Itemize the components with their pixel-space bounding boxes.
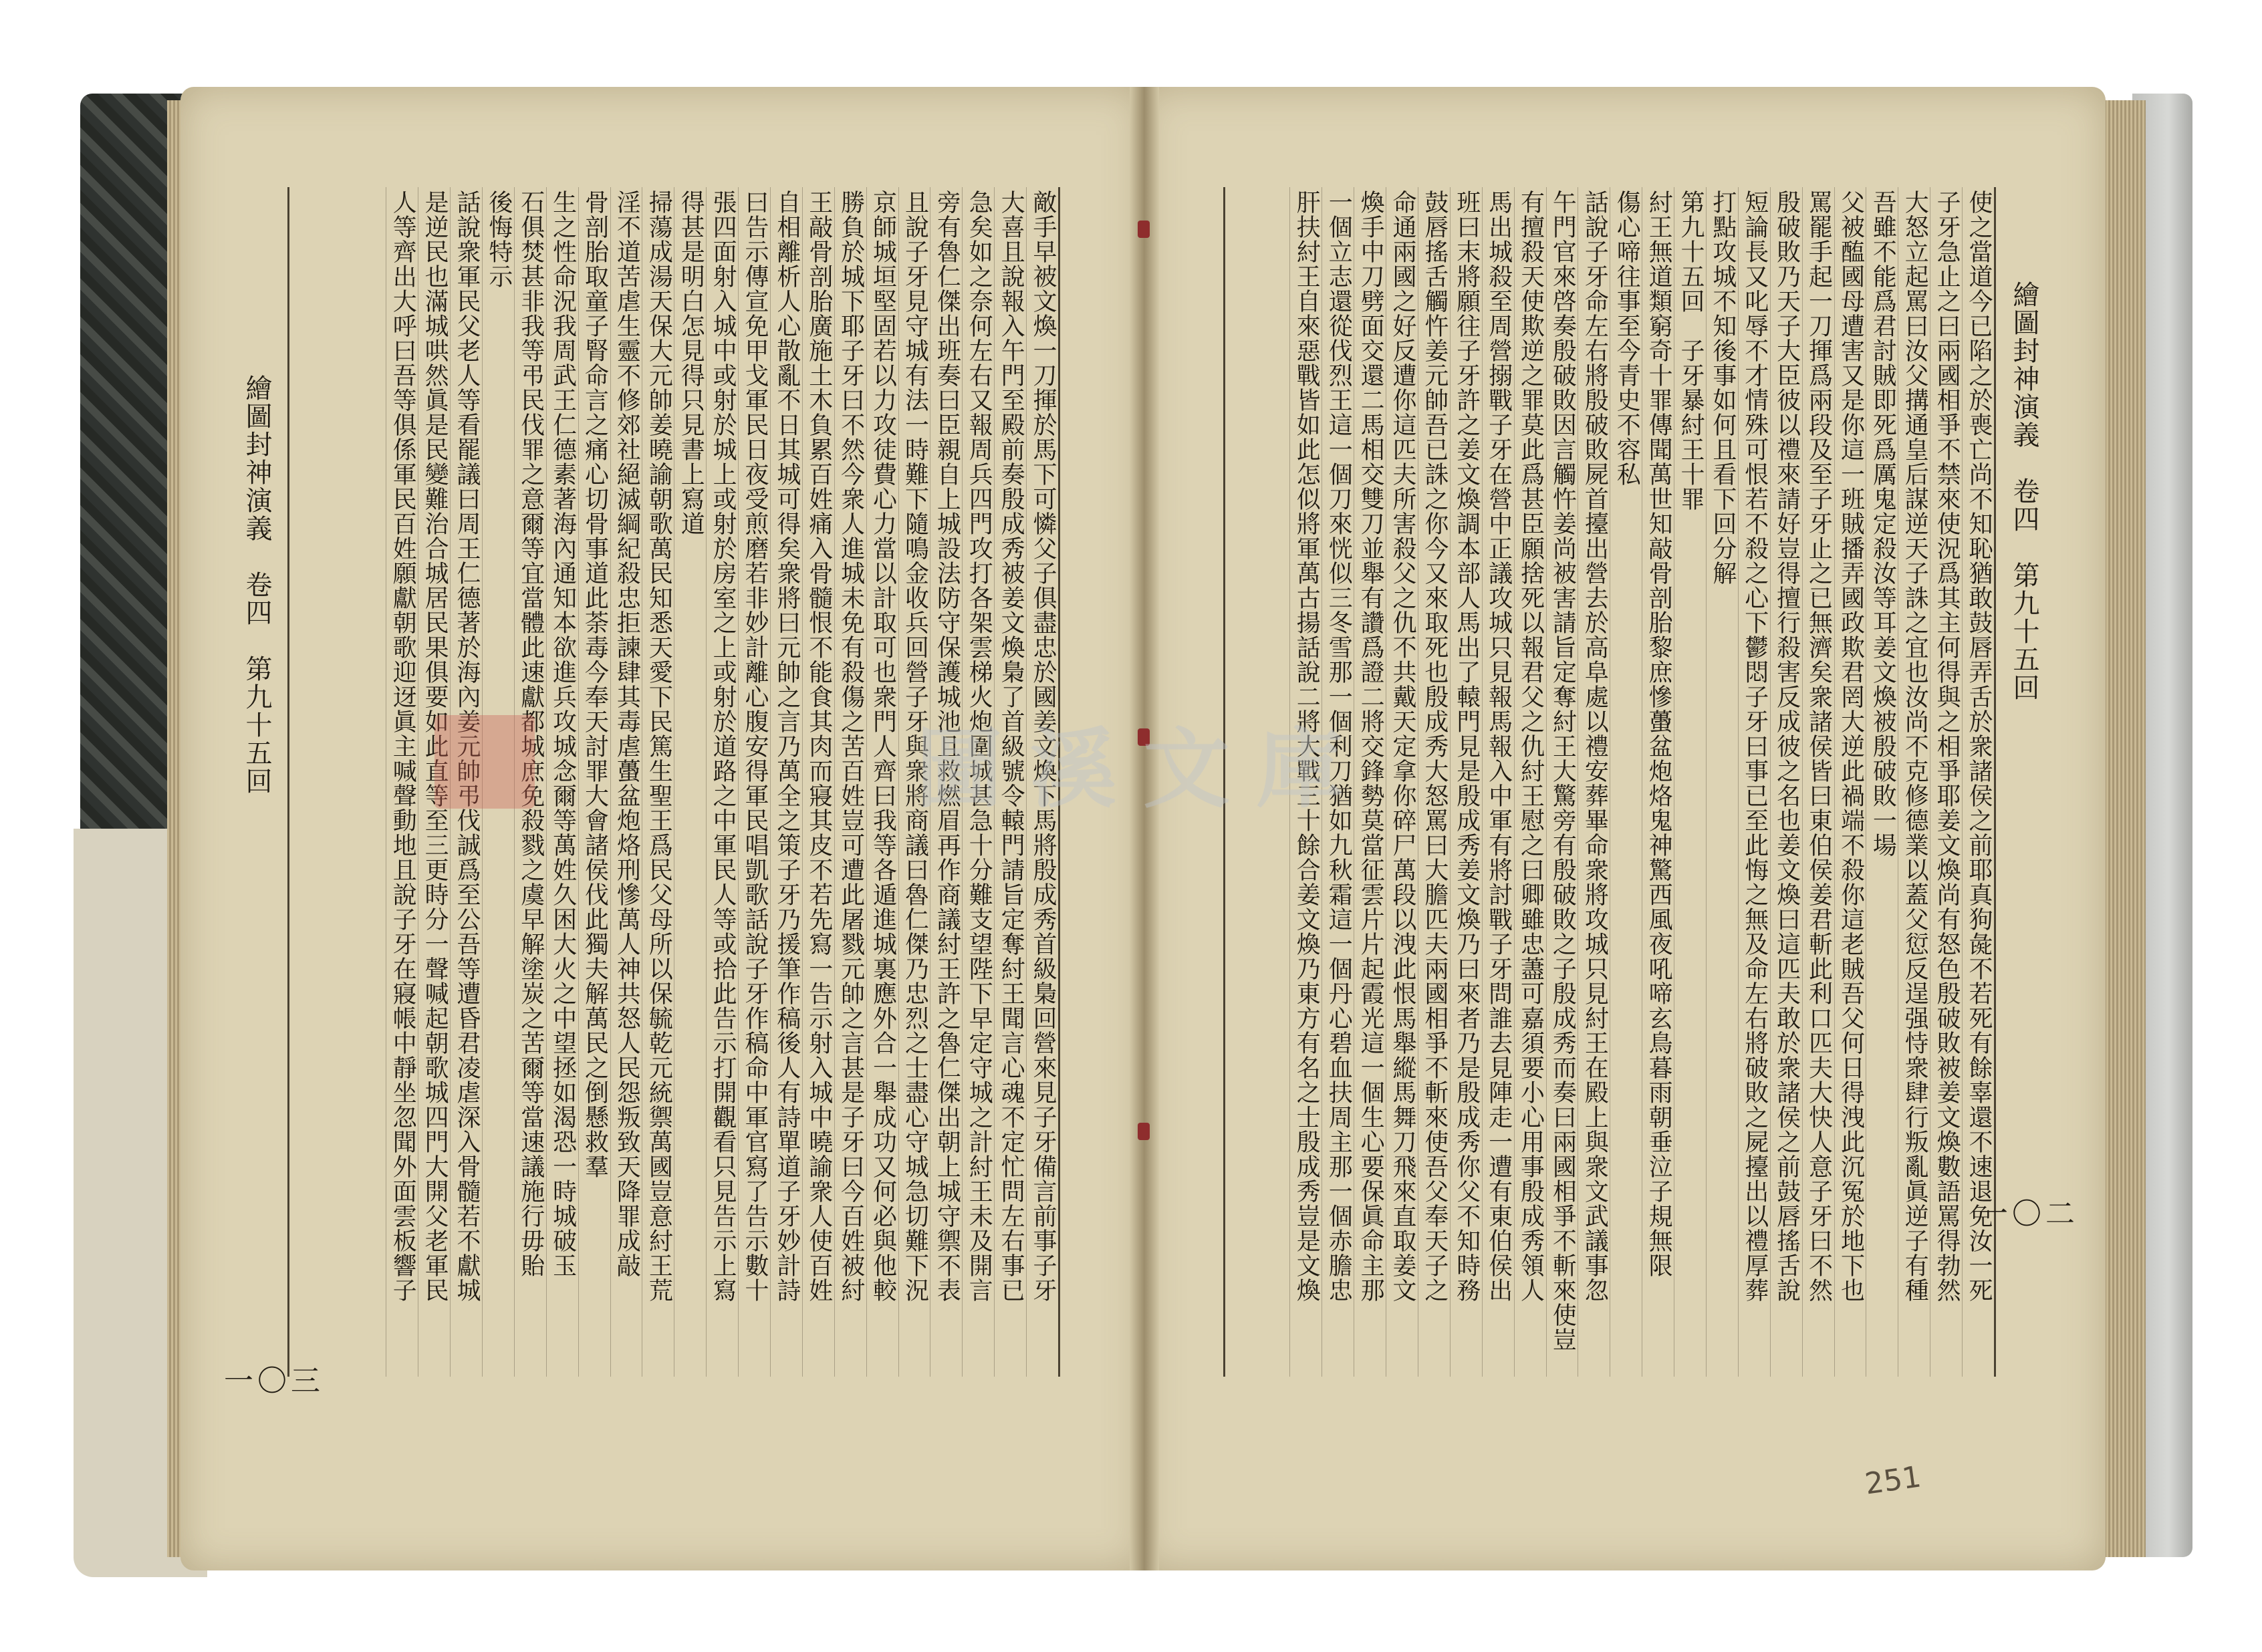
text-column: 人等齊出大呼曰吾等俱係軍民百姓願獻朝歌迎迓眞主喊聲動地且說子牙在寢帳中靜坐忽聞外面雲板響子 [386, 187, 418, 1377]
text-column: 一個立志還從伐烈王這一個刀來恍似三冬雪那一個利刀猶如九秋霜這一個丹心碧血扶周主那一個赤膽忠 [1322, 187, 1354, 1377]
text-column: 張四面射入城中或射於城上或射於房室之上或射於道路之中軍民人等或拾此告示打開觀看只見告示上寫 [706, 187, 738, 1377]
text-column: 話說子牙命左右將殷破敗屍首擡出營去於高阜處以禮安葬畢命衆將攻城只見紂王在殿上與衆文武議事忽 [1578, 187, 1610, 1377]
text-column: 石俱焚甚非我等弔民伐罪之意爾等宜當體此速獻都城庶免殺戮之虞早解塗炭之苦爾等當速議施行毋貽 [514, 187, 546, 1377]
text-column: 且說子牙見守城有法一時難下隨鳴金收兵回營子牙與衆將商議曰魯仁傑乃忠烈之士盡心守城急切難下況 [898, 187, 930, 1377]
text-column: 父被醢國母遭害又是你這一班賊播弄國政欺君罔大逆此禍端不殺你這老賊吾父何日得洩此沉冤於地下也 [1834, 187, 1866, 1377]
text-column: 旁有魯仁傑出班奏曰臣親自上城設法防守保護城池且救燃眉再作商議紂王許之魯仁傑出朝上城守禦不表 [930, 187, 962, 1377]
text-column: 骨剖胎取童子腎命言之痛心切骨事道此荼毒今奉天討罪大會諸侯伐此獨夫解萬民之倒懸救羣 [578, 187, 610, 1377]
text-column: 第九十五回 子牙暴紂王十罪 [1674, 187, 1706, 1377]
binding-stitch [1138, 221, 1150, 238]
text-column: 曰告示傳宣免甲戈軍民日夜受煎磨若非妙計離心腹安得軍民唱凱歌話說子牙作稿命中軍官寫了告示數十 [738, 187, 770, 1377]
text-column: 傷心啼往事至今青史不容私 [1610, 187, 1642, 1377]
text-column: 掃蕩成湯天保大元帥姜曉諭朝歌萬民知悉天愛下民篤生聖王爲民父母所以保毓乾元統禦萬國豈意紂王荒 [642, 187, 674, 1377]
text-column: 勝負於城下耶子牙曰不然今衆人進城未免有殺傷之苦百姓豈可遭此屠戮元帥之言甚是子牙曰今百姓被紂 [834, 187, 866, 1377]
text-column: 短論長又叱辱不才情殊可恨若不殺之心下鬱悶子牙曰事已至此悔之無及命左右將破敗之屍擡出以禮厚葬 [1738, 187, 1770, 1377]
pencil-page-note: 251 [1862, 1460, 1924, 1502]
page-number-left: 一〇三 [224, 1364, 324, 1398]
text-column: 煥手中刀劈面交還二馬相交雙刀並舉有讚爲證二將交鋒勢莫當征雲片片起霞光這一個生心要保眞命主那 [1354, 187, 1386, 1377]
text-column: 打點攻城不知後事如何且看下回分解 [1706, 187, 1738, 1377]
page-number-right: 一〇二 [1979, 1197, 2079, 1231]
text-column: 使之當道今已陷之於喪亡尚不知恥猶敢鼓唇弄舌於衆諸侯之前耶真狗彘不若死有餘辜還不速退免汝一死 [1962, 187, 1994, 1377]
running-head-right: 繪圖封神演義 卷四 第九十五回 [2009, 281, 2039, 702]
text-column: 子牙急止之曰兩國相爭不禁來使況爲其主何得與之相爭耶姜文煥尚有怒色殷破敗被姜文煥數語罵得勃然 [1930, 187, 1962, 1377]
text-column: 王敲骨剖胎廣施土木負累百姓痛入骨髓恨不能食其肉而寢其皮不若先寫一告示射入城中曉諭衆人使百姓 [802, 187, 834, 1377]
text-column: 馬出城殺至周營搦戰子牙在營中正議攻城只見報馬報入中軍有將討戰子牙問誰去見陣走一遭有東伯侯出 [1482, 187, 1514, 1377]
text-column: 急矣如之奈何左右又報周兵四門攻打各架雲梯火炮圍城甚急十分難支望陛下早定守城之計紂王未及開言 [962, 187, 994, 1377]
text-column: 班曰末將願往子牙許之姜文煥調本部人馬出了轅門見是殷成秀姜文煥乃曰來者乃是殷成秀你父不知時務 [1450, 187, 1482, 1377]
text-column: 生之性命況我周武王仁德素著海內通知本欲進兵攻城念爾等萬姓久困大火之中望拯如渴恐一時城破玉 [546, 187, 578, 1377]
text-column: 敵手早被文煥一刀揮於馬下可憐父子俱盡忠於國姜文煥下馬將殷成秀首級梟回營來見子牙備言前事子牙 [1026, 187, 1058, 1377]
text-column: 紂王無道類窮奇十罪傳聞萬世知敲骨剖胎黎庶慘蠆盆炮烙鬼神驚西風夜吼啼玄鳥暮雨朝垂泣子規無限 [1642, 187, 1674, 1377]
text-column: 京師城垣堅固若以力攻徒費心力當以計取可也衆門人齊曰我等各遁進城裏應外合一舉成功又何必與他較 [866, 187, 898, 1377]
running-head-left: 繪圖封神演義 卷四 第九十五回 [241, 374, 272, 795]
text-column: 有擅殺天使欺逆之罪莫此爲甚臣願捨死以報君父之仇紂王慰之曰卿雖忠藎可嘉須要小心用事殷成秀領人 [1514, 187, 1546, 1377]
text-column: 罵罷手起一刀揮爲兩段及至子牙止之已無濟矣衆諸侯皆曰東伯侯姜君斬此利口匹夫大快人意子牙曰不然 [1802, 187, 1834, 1377]
watermark-text: 圖溪文庫 [915, 718, 1370, 820]
text-column: 肝扶紂王自來惡戰皆如此怎似將軍萬古揚話說二將大戰三十餘合姜文煥乃東方有名之士殷成秀豈是文煥 [1289, 187, 1322, 1377]
text-column: 話說衆軍民父老人等看罷議曰周王仁德著於海內姜元帥弔伐誠爲至公吾等遭昏君凌虐深入骨髓若不獻城 [450, 187, 482, 1377]
text-column: 鼓唇搖舌觸忤姜元帥吾已誅之你今又來取死也殷成秀大怒罵曰大膽匹夫兩國相爭不斬來使吾父奉天子之 [1418, 187, 1450, 1377]
text-column: 吾雖不能爲君討賊即死爲厲鬼定殺汝等耳姜文煥被殷破敗一場 [1866, 187, 1898, 1377]
text-column: 是逆民也滿城哄然眞是民變難治合城居民果俱要如此直等至三更時分一聲喊起朝歌城四門大開父老軍民 [418, 187, 450, 1377]
text-column: 自相離析人心散亂不日其城可得矣衆將曰元帥之言乃萬全之策子牙乃援筆作稿後人有詩單道子牙妙計詩 [770, 187, 802, 1377]
text-column: 大喜且說報入午門至殿前奏殷成秀被姜文煥梟了首級號令轅門請旨定奪紂王聞言心魂不定忙問左右事已 [994, 187, 1026, 1377]
text-column: 命通兩國之好反遭你這匹夫所害殺父之仇不共戴天定拿你碎尸萬段以洩此恨馬舉縱馬舞刀飛來直取姜文 [1386, 187, 1418, 1377]
text-column: 得甚是明白怎見得只見書上寫道 [674, 187, 706, 1377]
text-column: 午門官來啓奏殷破敗因言觸忤姜尚被害請旨定奪紂王大驚旁有殷破敗之子殷成秀而奏曰兩國相爭不斬來使豈 [1546, 187, 1578, 1377]
book-spine [1130, 87, 1159, 1570]
text-column: 殷破敗乃天子大臣彼以禮來請好豈得擅行殺害反成彼之名也姜文煥曰這匹夫敢於衆諸侯之前鼓唇搖舌說 [1770, 187, 1802, 1377]
binding-stitch [1138, 1123, 1150, 1140]
text-column: 大怒立起罵曰汝父搆通皇后謀逆天子誅之宜也汝尚不克修德業以蓋父愆反逞强恃衆肆行叛亂眞逆子有種 [1898, 187, 1930, 1377]
text-column: 後悔特示 [482, 187, 514, 1377]
text-column: 淫不道苦虐生靈不修郊社絕滅綱紀殺忠拒諫肆其毒虐蠆盆炮烙刑慘萬人神共怒人民怨叛致天降罪成敲 [610, 187, 642, 1377]
